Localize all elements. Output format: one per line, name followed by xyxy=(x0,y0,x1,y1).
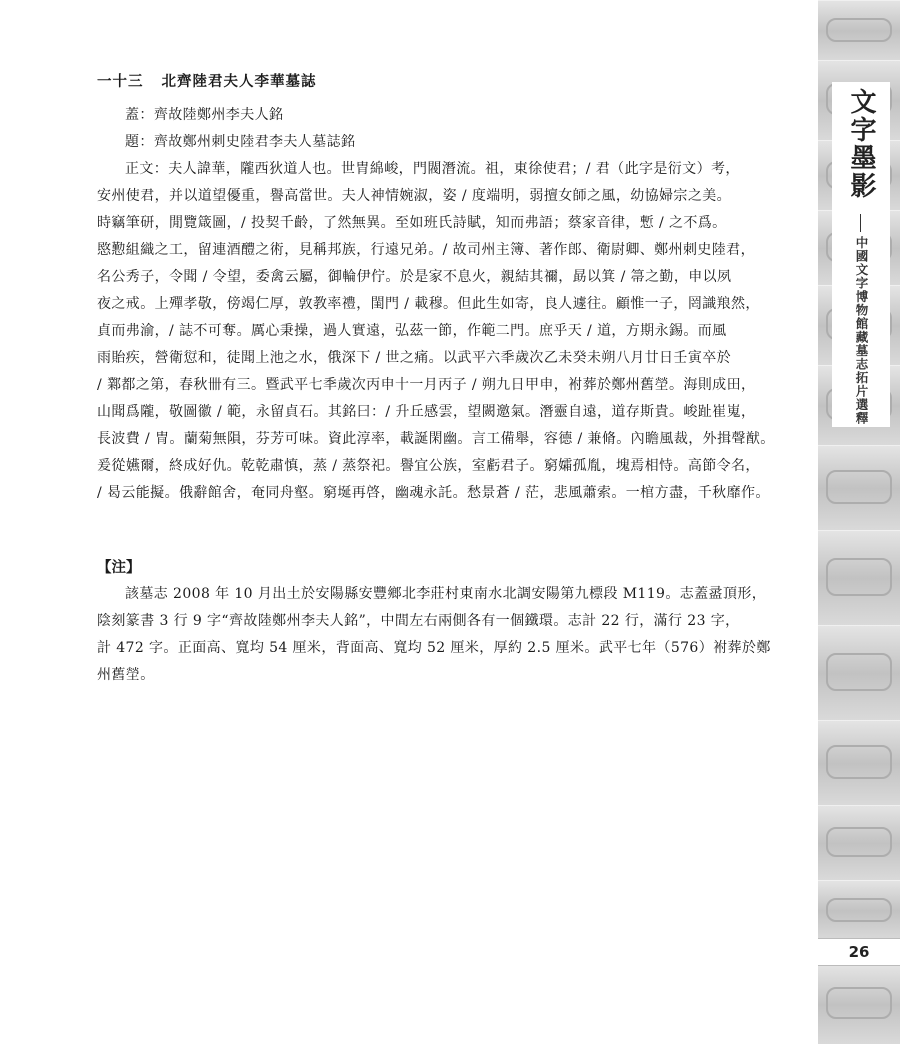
series-subtitle: 中國文字博物館藏墓志拓片選釋 xyxy=(854,236,869,425)
body-line: 山聞爲隴，敬圖徽 / 範，永留貞石。其銘曰：/ 升丘感雲，望闕邀氣。潛靈自遠，道存斯貴。峻趾崔嵬， xyxy=(97,404,756,420)
notes-line: 計 472 字。正面高、寬均 54 厘米，背面高、寬均 52 厘米，厚約 2.5 厘米。武平七年（576）袝葬於鄭 xyxy=(97,640,771,656)
rubbing-pattern-tile xyxy=(818,625,900,722)
lid-inscription xyxy=(97,102,757,129)
body-line: 時竊筆研，閒覽箴圖，/ 投契千齡，了然無異。至如班氏詩賦，知而弗語；蔡家音律，慙 / 之不爲。 xyxy=(97,215,727,231)
heading-label: 題： xyxy=(125,134,154,150)
body-line: 安州使君，并以道望優重，譽高當世。夫人神情婉淑，姿 / 度端明，弱擅女師之風，幼協婦宗之美。 xyxy=(97,188,732,204)
rubbing-pattern-tile xyxy=(818,530,900,627)
title-divider xyxy=(860,214,861,232)
body-line: 正文：夫人諱華，隴西狄道人也。世胄綿峻，門閥潛流。祖，東徐使君；/ 君（此字是衍文）考， xyxy=(125,161,740,177)
body-line: 爰從嬿爾，終成好仇。乾乾肅慎，蒸 / 蒸祭祀。譽宜公族，室虧君子。窮孀孤胤，塊焉相恃。高節令名， xyxy=(97,458,760,474)
page-number: 26 xyxy=(848,943,870,961)
notes-heading: 【注】 xyxy=(97,560,141,576)
entry-number: 一十三 xyxy=(97,74,144,90)
rubbing-pattern-tile xyxy=(818,0,900,62)
rubbing-pattern-tile xyxy=(818,880,900,942)
page-number-panel xyxy=(818,938,900,966)
notes-line: 該墓志 2008 年 10 月出土於安陽縣安豐鄉北李莊村東南水北調安陽第九標段 M119。志蓋盝頂形， xyxy=(125,586,767,602)
rubbing-pattern-tile xyxy=(818,964,900,1044)
epitaph-heading xyxy=(97,129,757,156)
body-line: 夜之戒。上殫孝敬，傍竭仁厚，敦教率禮，閨門 / 載穆。但此生如寄，良人遽往。顧惟一子，罔識羪然， xyxy=(97,296,760,312)
heading-text: 齊故鄭州刺史陸君李夫人墓誌銘 xyxy=(153,134,356,150)
entry-title xyxy=(97,70,757,94)
body-line: 愍懃組織之工，留連酒醴之術，見稱邦族，行遠兄弟。/ 故司州主簿、著作郎、衛尉卿、鄭州刺史陸君， xyxy=(97,242,755,258)
body-line: 雨貽疾，營衛愆和，徒聞上池之水，俄深下 / 世之痛。以武平六秊歲次乙未癸未朔八月廿日壬寅卒於 xyxy=(97,350,732,366)
rubbing-pattern-tile xyxy=(818,805,900,882)
entry-title-text: 北齊陸君夫人李華墓誌 xyxy=(161,74,317,90)
rubbing-pattern-tile xyxy=(818,445,900,532)
body-line: / 鄴都之第，春秋卌有三。暨武平七秊歲次丙申十一月丙子 / 朔九日甲申，袝葬於鄭州舊塋。海則成田， xyxy=(97,377,756,393)
body-line: 長波費 / 冑。蘭菊無隕，芬芳可味。資此淳率，載誕閑幽。言工備舉，容德 / 兼脩。內瞻風裁，外揖聲猷。 xyxy=(97,431,775,447)
body-text xyxy=(97,156,775,507)
notes-line: 陰刻篆書 3 行 9 字“齊故陸鄭州李夫人銘”，中間左右兩側各有一個鐵環。志計 22 行，滿行 23 字， xyxy=(97,613,740,629)
lid-text: 齊故陸鄭州李夫人銘 xyxy=(153,107,284,123)
page-content xyxy=(97,70,775,689)
body-line: 名公秀子，令聞 / 令望，委禽云屬，御輪伊佇。於是家不息火，親結其禰，勗以箕 / 箒之勤，申以夙 xyxy=(97,269,732,285)
body-line: / 曷云能擬。俄辭館舍，奄同舟壑。窮埏再啓，幽魂永託。愁景蒼 / 茫，悲風蕭索。一棺方盡，千秋靡作。 xyxy=(97,485,770,501)
lid-label: 蓋： xyxy=(125,107,154,123)
notes-text xyxy=(97,581,771,689)
body-line: 貞而弗渝，/ 誌不可奪。厲心秉操，過人實遠，弘茲一節，作範二門。庶乎天 / 道，方期永錫。而風 xyxy=(97,323,727,339)
series-title: 文字墨影 xyxy=(846,88,876,200)
series-title-panel xyxy=(832,82,890,427)
notes-line: 州舊塋。 xyxy=(97,667,155,683)
rubbing-pattern-tile xyxy=(818,720,900,807)
